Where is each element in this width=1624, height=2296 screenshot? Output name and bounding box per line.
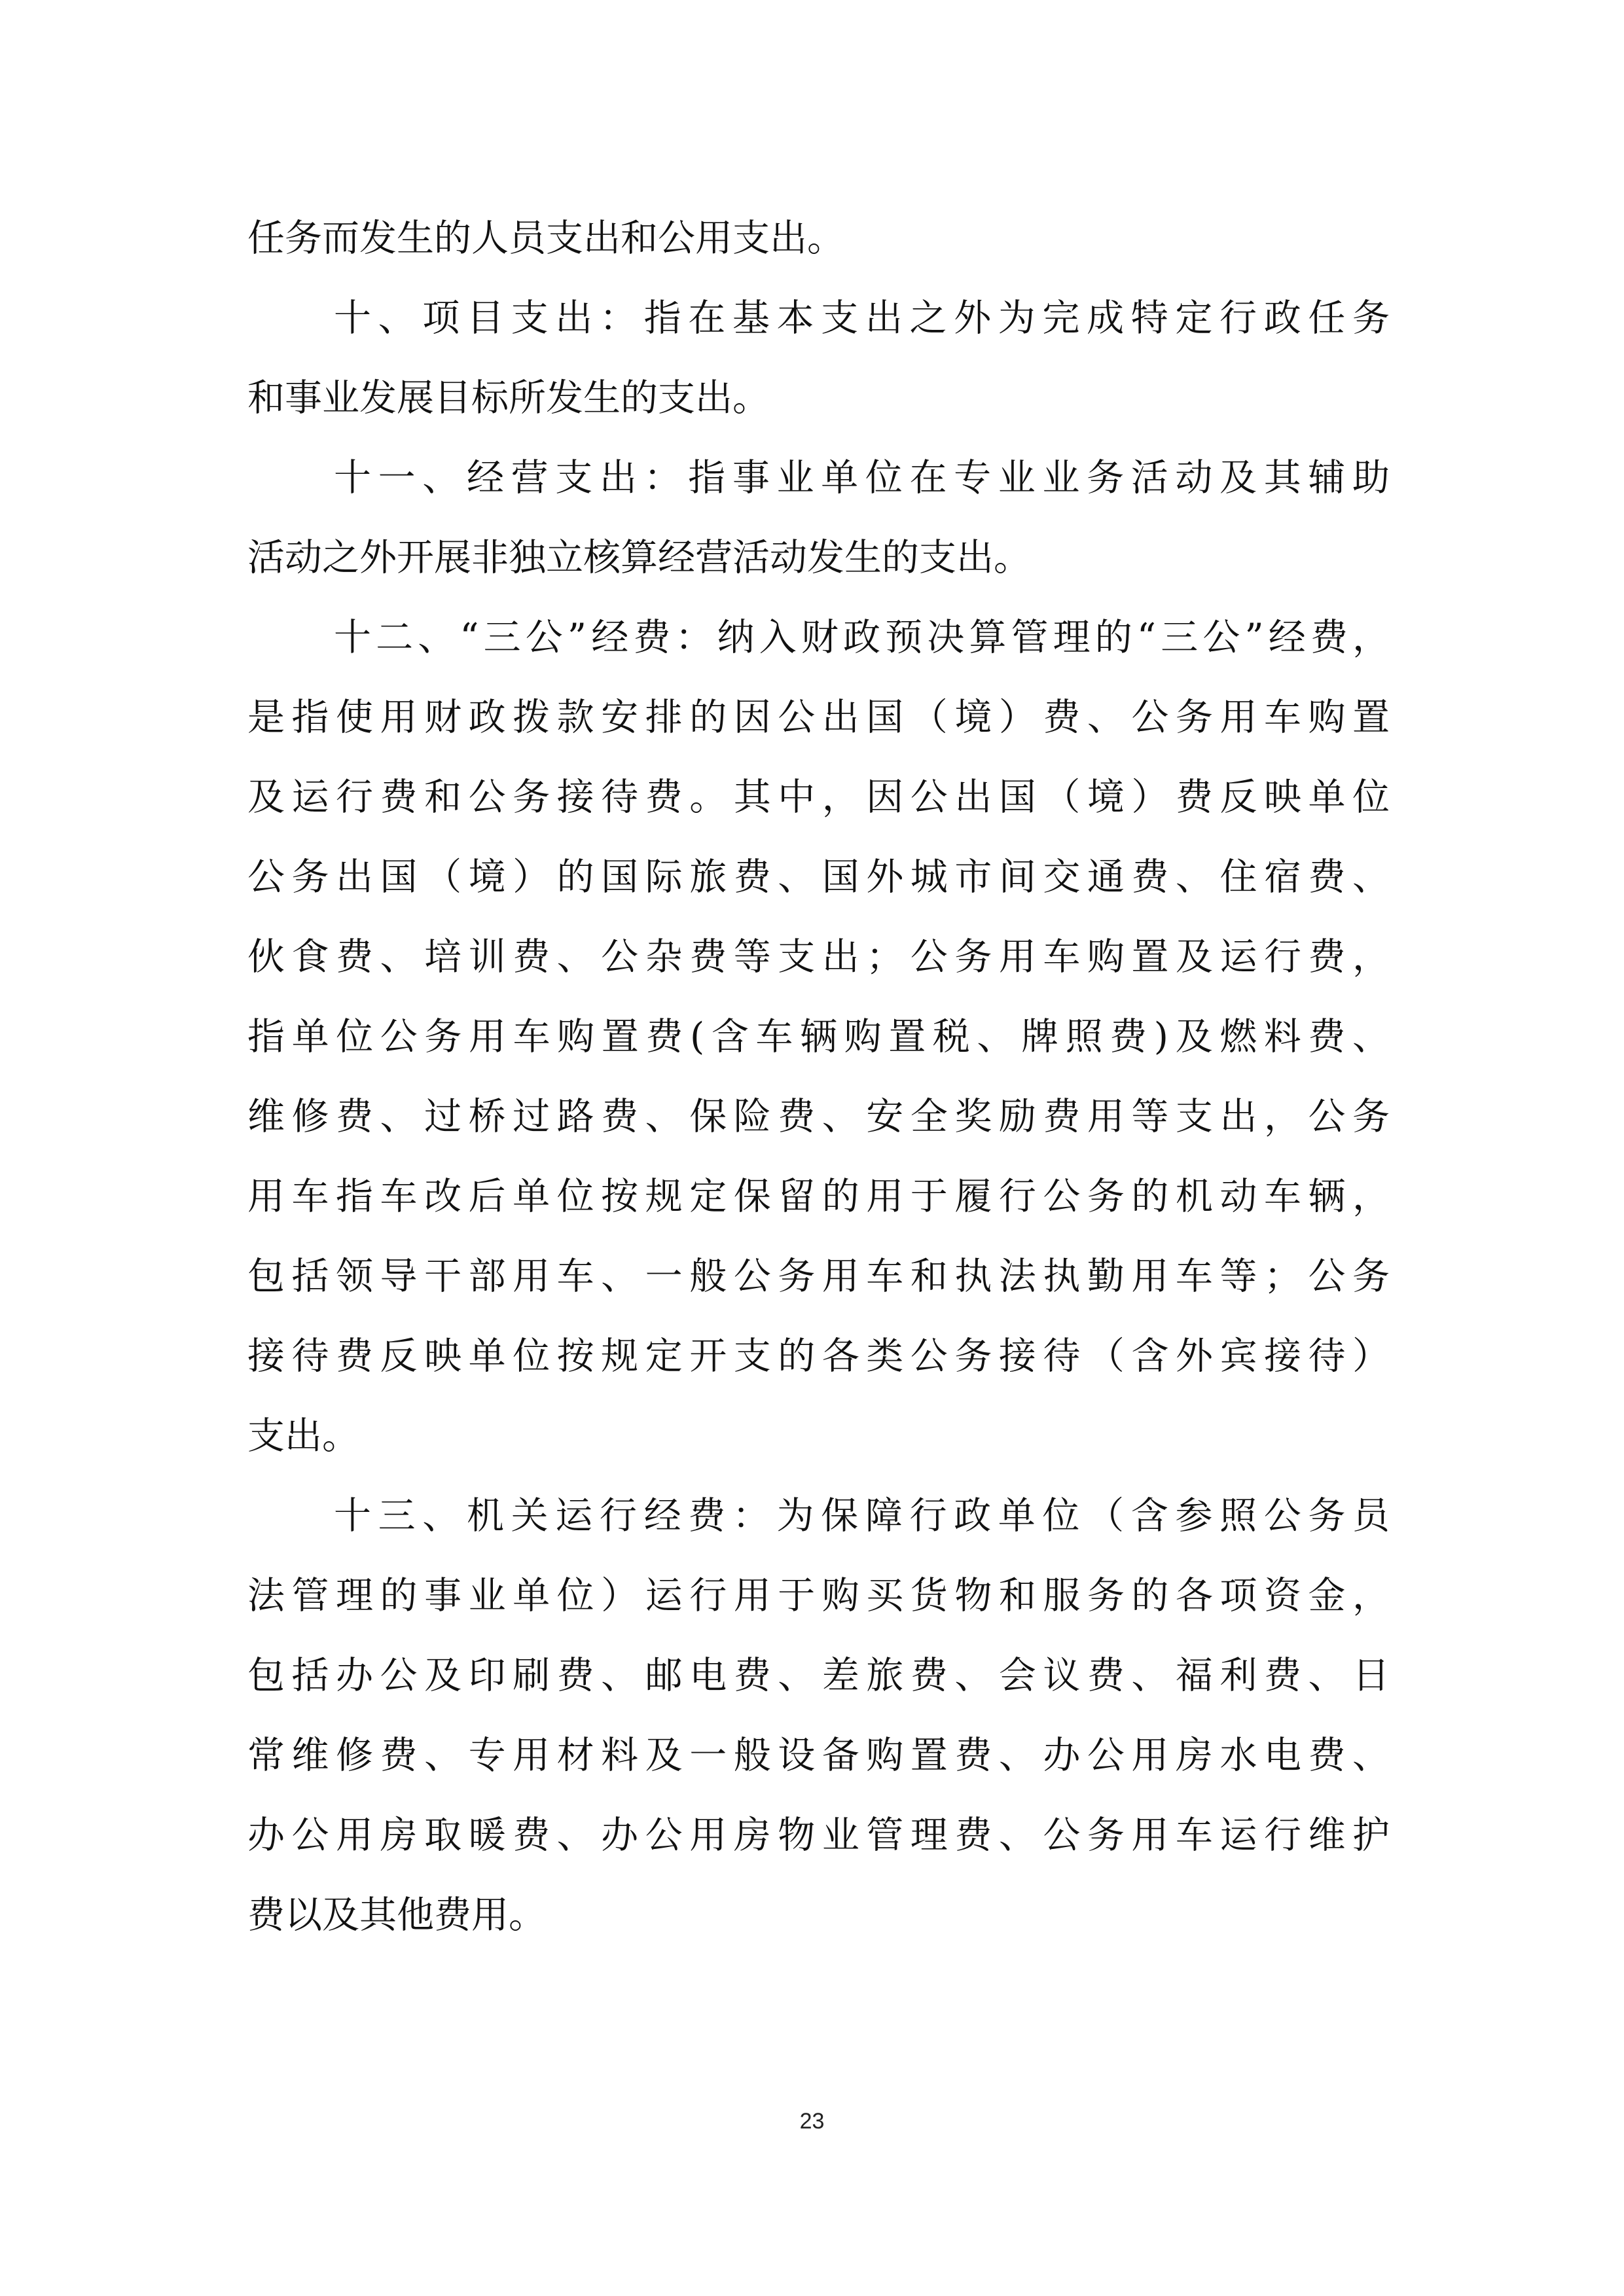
- text-line: 支出。: [247, 1414, 359, 1458]
- text-line: 是指使用财政拨款安排的因公出国（境）费、公务用车购置: [247, 696, 1390, 739]
- text-line: 十二、“三公”经费：纳入财政预决算管理的“三公”经费，: [334, 616, 1390, 659]
- body-text: [247, 198, 1390, 1955]
- text-line: 办公用房取暖费、办公用房物业管理费、公务用车运行维护: [247, 1814, 1390, 1857]
- text-line: 公务出国（境）的国际旅费、国外城市间交通费、住宿费、: [247, 855, 1390, 899]
- text-line: 十三、机关运行经费：为保障行政单位（含参照公务员: [334, 1494, 1390, 1537]
- text-line: 十一、经营支出：指事业单位在专业业务活动及其辅助: [334, 456, 1390, 499]
- text-line: 包括领导干部用车、一般公务用车和执法执勤用车等；公务: [247, 1255, 1390, 1298]
- text-line: 及运行费和公务接待费。其中，因公出国（境）费反映单位: [247, 776, 1390, 819]
- text-line: 用车指车改后单位按规定保留的用于履行公务的机动车辆，: [247, 1175, 1390, 1218]
- text-line: 常维修费、专用材料及一般设备购置费、办公用房水电费、: [247, 1734, 1390, 1777]
- text-line: 任务而发生的人员支出和公用支出。: [247, 217, 844, 260]
- text-line: 和事业发展目标所发生的支出。: [247, 376, 770, 420]
- text-line: 十、项目支出：指在基本支出之外为完成特定行政任务: [334, 296, 1390, 340]
- page-number: 23: [799, 2109, 825, 2134]
- text-line: 活动之外开展非独立核算经营活动发生的支出。: [247, 536, 1031, 579]
- text-line: 指单位公务用车购置费(含车辆购置税、牌照费)及燃料费、: [247, 1015, 1390, 1058]
- text-line: 费以及其他费用。: [247, 1893, 546, 1937]
- text-line: 维修费、过桥过路费、保险费、安全奖励费用等支出，公务: [247, 1095, 1390, 1138]
- text-line: 接待费反映单位按规定开支的各类公务接待（含外宾接待）: [247, 1335, 1390, 1378]
- text-line: 伙食费、培训费、公杂费等支出；公务用车购置及运行费，: [247, 935, 1390, 978]
- text-line: 包括办公及印刷费、邮电费、差旅费、会议费、福利费、日: [247, 1654, 1390, 1697]
- text-line: 法管理的事业单位）运行用于购买货物和服务的各项资金，: [247, 1574, 1390, 1617]
